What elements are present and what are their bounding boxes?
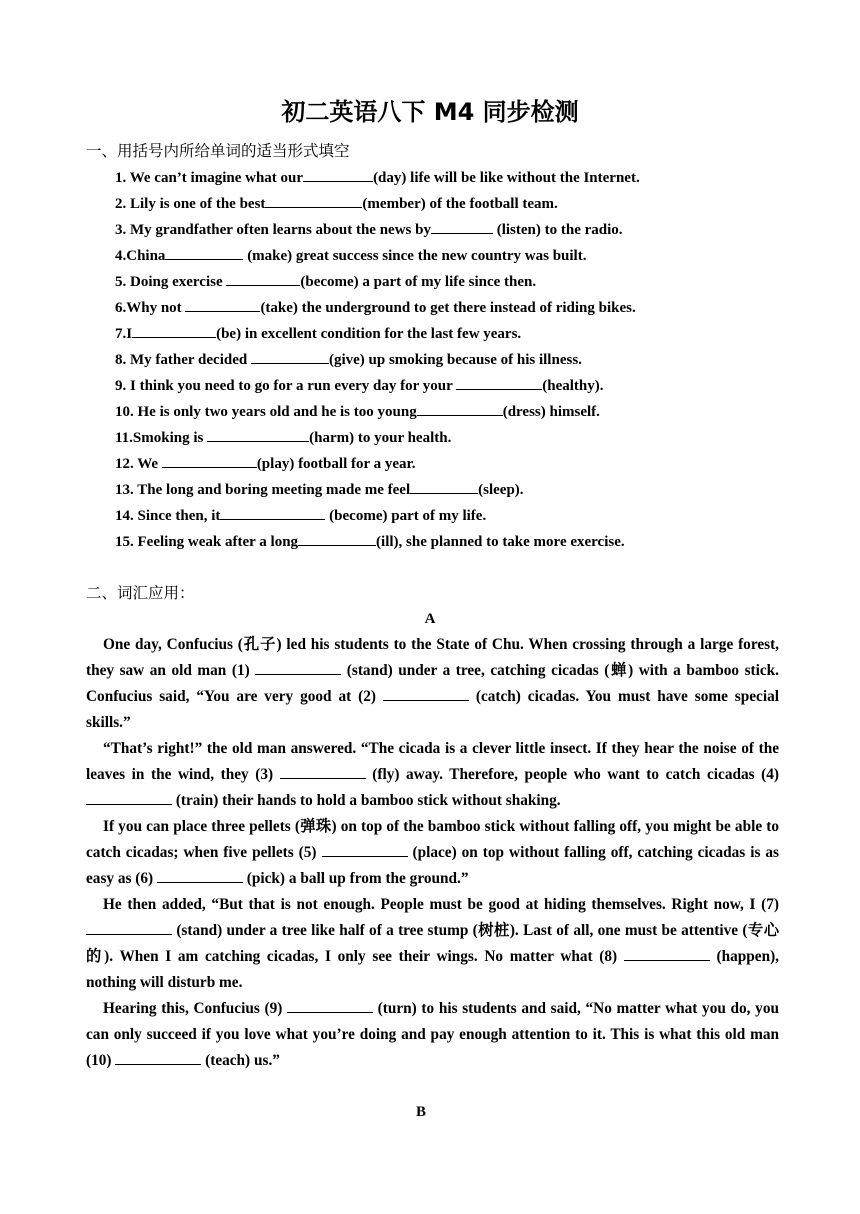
question-item (115, 243, 640, 269)
question-text: 5. Doing exercise (115, 274, 227, 290)
passage-text: (pick) a ball up from the ground.” (242, 870, 469, 887)
page-title: 初二英语八下 M4 同步检测 (281, 98, 579, 126)
question-hint: (become) a part of my life since then. (300, 274, 537, 290)
question-item (115, 217, 640, 243)
question-item (115, 321, 640, 347)
question-item (115, 373, 640, 399)
question-item (115, 477, 640, 503)
question-text: 6.Why not (115, 300, 186, 316)
answer-blank[interactable] (303, 167, 373, 182)
passage-text: (turn) to his students and said, “No matter what you do, you can only succeed if you love what you’re doing and pay enough attention to it. This is what this old man (10) (86, 1000, 779, 1069)
question-text: 1. We can’t imagine what our (115, 170, 304, 186)
question-hint: (member) of the football team. (362, 196, 558, 212)
passage-text: (stand) under a tree, catching cicadas (蝉) with a bamboo stick. Confucius said, “You are very good at (2) (86, 662, 780, 705)
question-hint: (harm) to your health. (309, 430, 452, 446)
answer-blank[interactable] (251, 349, 329, 364)
question-item (115, 269, 640, 295)
answer-blank[interactable] (162, 453, 257, 468)
question-hint: (be) in excellent condition for the last few years. (216, 326, 522, 342)
question-item (115, 347, 640, 373)
answer-blank[interactable] (298, 531, 376, 546)
part-a-label: A (424, 611, 436, 627)
passage-text: “That’s right!” the old man answered. “The cicada is a clever little insect. If they hear the noise of the leaves in the wind, they (3) (86, 740, 779, 783)
answer-blank[interactable] (220, 505, 325, 520)
answer-blank[interactable] (624, 946, 710, 961)
question-hint: (become) part of my life. (325, 508, 487, 524)
question-item (115, 529, 640, 555)
answer-blank[interactable] (157, 868, 243, 883)
question-text: 11.Smoking is (115, 430, 208, 446)
question-text: 14. Since then, it (115, 508, 221, 524)
section2-heading: 二、词汇应用： (86, 584, 195, 602)
passage-paragraph (86, 814, 779, 892)
passage-text: (fly) away. Therefore, people who want to catch cicadas (4) (365, 766, 779, 783)
answer-blank[interactable] (115, 1050, 201, 1065)
passage-text: (happen), nothing will disturb me. (86, 948, 779, 991)
passage-text: (teach) us.” (201, 1052, 280, 1069)
answer-blank[interactable] (456, 375, 542, 390)
answer-blank[interactable] (280, 764, 366, 779)
answer-blank[interactable] (132, 323, 216, 338)
question-item (115, 191, 640, 217)
question-text: 3. My grandfather often learns about the news by (115, 222, 431, 238)
passage-paragraph (86, 632, 779, 736)
passage-paragraph (86, 996, 779, 1074)
question-text: 9. I think you need to go for a run every day for your (115, 378, 457, 394)
answer-blank[interactable] (431, 219, 493, 234)
answer-blank[interactable] (383, 686, 469, 701)
question-text: 2. Lily is one of the best (115, 196, 266, 212)
question-hint: (day) life will be like without the Internet. (373, 170, 640, 186)
question-item (115, 503, 640, 529)
section1-heading: 一、用括号内所给单词的适当形式填空 (86, 142, 350, 160)
part-b-label: B (415, 1104, 426, 1120)
passage-text: (stand) under a tree like half of a tree stump (树桩). Last of all, one must be attentive (专心的). When I am catching cicadas, I only see their wings. No matter what (8) (86, 922, 779, 965)
passage-text: (place) on top without falling off, catching cicadas is as easy as (6) (86, 844, 780, 887)
answer-blank[interactable] (255, 660, 341, 675)
question-text: 15. Feeling weak after a long (115, 534, 299, 550)
question-hint: (listen) to the radio. (492, 222, 623, 238)
question-text: 13. The long and boring meeting made me feel (115, 482, 411, 498)
passage-paragraph (86, 736, 779, 814)
question-text: 8. My father decided (115, 352, 251, 368)
passage-paragraph (86, 892, 779, 996)
question-hint: (make) great success since the new country was built. (243, 248, 587, 264)
answer-blank[interactable] (185, 297, 260, 312)
answer-blank[interactable] (417, 401, 503, 416)
question-hint: (give) up smoking because of his illness. (328, 352, 582, 368)
question-item (115, 425, 640, 451)
answer-blank[interactable] (86, 790, 172, 805)
fill-in-list (115, 165, 640, 555)
passage-text: He then added, “But that is not enough. People must be good at hiding themselves. Right now, I (7) (103, 896, 779, 913)
passage-text: Hearing this, Confucius (9) (103, 1000, 287, 1017)
question-item (115, 165, 640, 191)
question-hint: (sleep). (478, 482, 524, 498)
question-text: 7.I (115, 326, 133, 342)
answer-blank[interactable] (207, 427, 309, 442)
question-hint: (take) the underground to get there instead of riding bikes. (260, 300, 636, 316)
answer-blank[interactable] (86, 920, 172, 935)
question-text: 4.China (115, 248, 166, 264)
passage-text: (train) their hands to hold a bamboo stick without shaking. (172, 792, 561, 809)
question-item (115, 451, 640, 477)
answer-blank[interactable] (287, 998, 373, 1013)
passage-text: If you can place three pellets (弹珠) on top of the bamboo stick without falling off, you might be able to catch cicadas; when five pellets (5) (86, 818, 779, 861)
answer-blank[interactable] (265, 193, 362, 208)
question-item (115, 399, 640, 425)
passage-text: (catch) cicadas. You must have some special skills.” (86, 688, 779, 731)
answer-blank[interactable] (410, 479, 478, 494)
question-item (115, 295, 640, 321)
question-hint: (healthy). (542, 378, 604, 394)
passage-a (86, 632, 779, 1074)
question-hint: (play) football for a year. (256, 456, 416, 472)
question-text: 10. He is only two years old and he is too young (115, 404, 417, 420)
answer-blank[interactable] (226, 271, 300, 286)
answer-blank[interactable] (165, 245, 243, 260)
question-hint: (ill), she planned to take more exercise. (376, 534, 625, 550)
passage-text: One day, Confucius (孔子) led his students to the State of Chu. When crossing through a large forest, they saw an old man (1) (86, 636, 779, 679)
question-text: 12. We (115, 456, 162, 472)
question-hint: (dress) himself. (502, 404, 600, 420)
answer-blank[interactable] (322, 842, 408, 857)
